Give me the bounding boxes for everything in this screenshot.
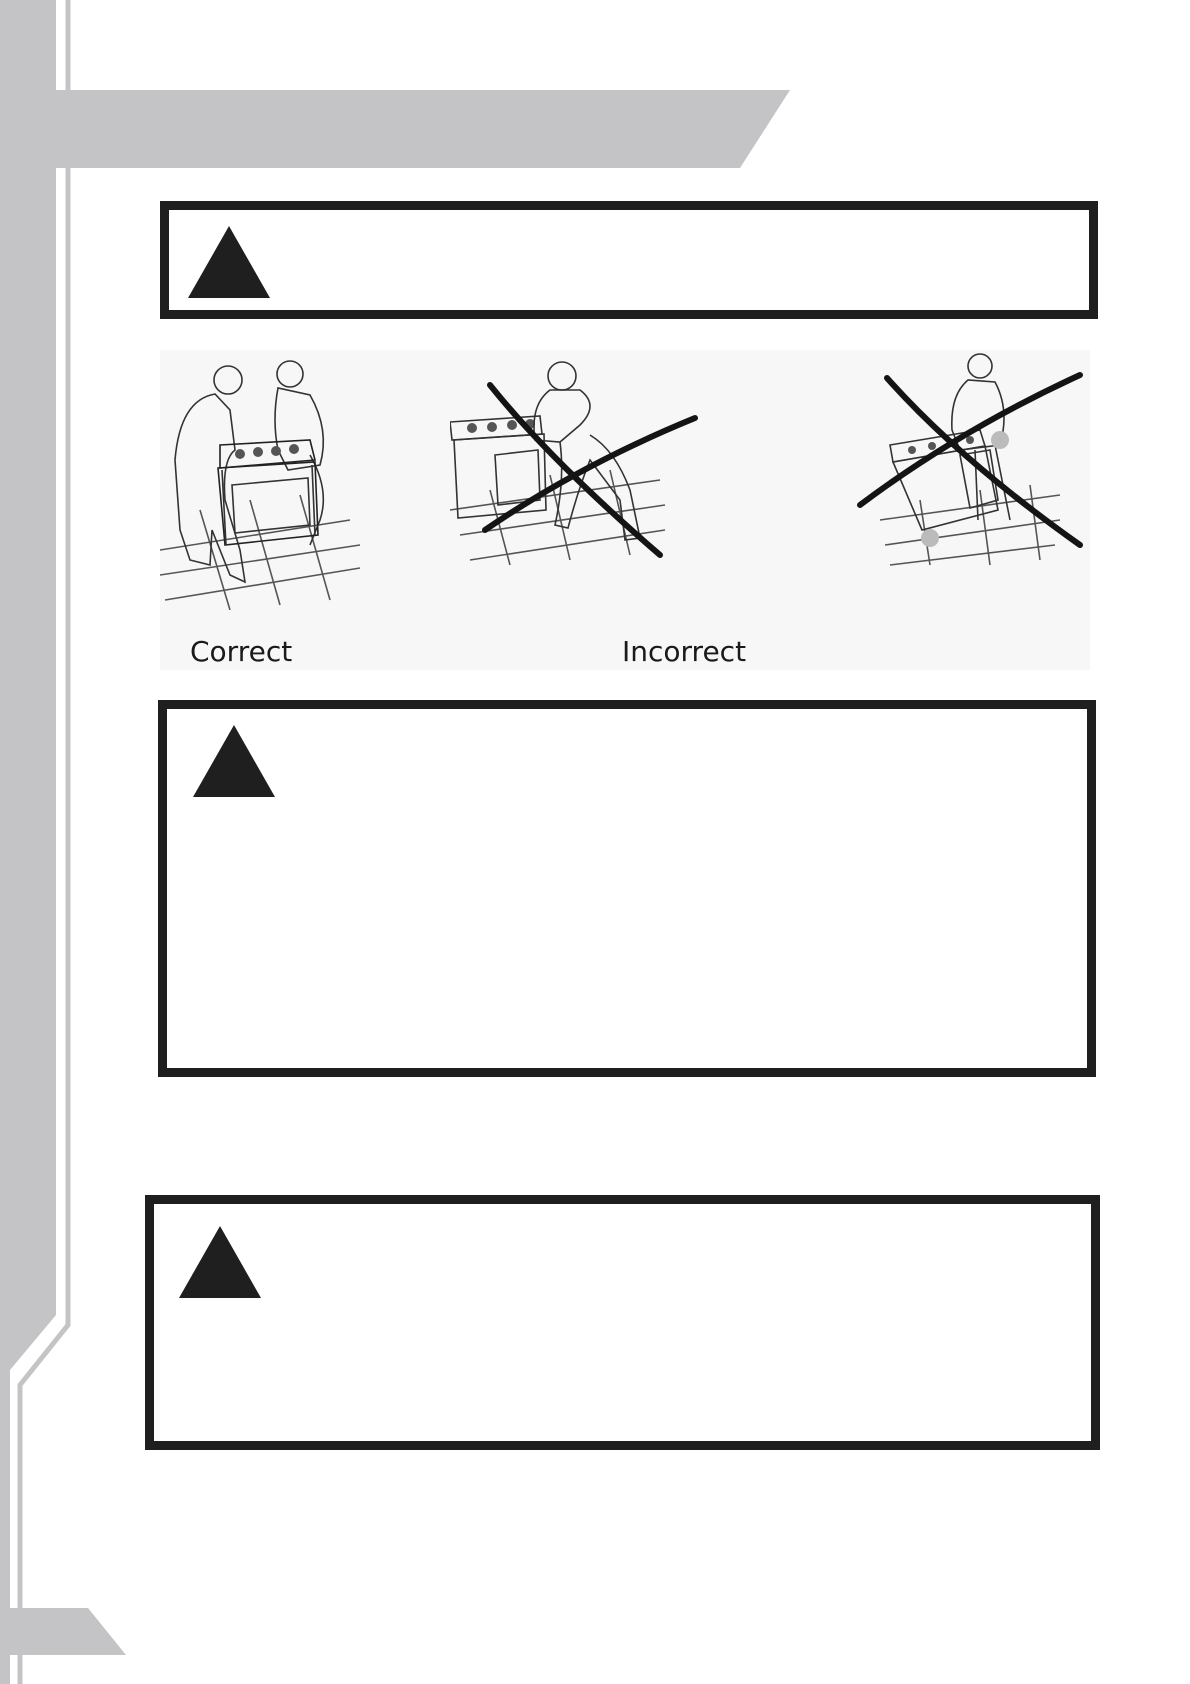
warning-box-3: [145, 1195, 1100, 1450]
warning-box-1: [160, 201, 1098, 319]
header-band: [0, 90, 790, 168]
illustration-panel: [160, 350, 1090, 670]
cross-mark-1b: [485, 418, 695, 530]
left-sidebar-bar: [0, 0, 56, 1684]
warning-triangle-icon: [191, 723, 277, 799]
bottom-tab: [0, 1608, 126, 1655]
incorrect-cross-marks: [160, 350, 1090, 610]
warning-triangle-icon: [177, 1224, 263, 1300]
cross-mark-2a: [887, 378, 1080, 545]
warning-box-2: [158, 700, 1096, 1077]
caption-incorrect: Incorrect: [622, 635, 747, 668]
cross-mark-1a: [490, 385, 660, 555]
cross-mark-2b: [860, 375, 1080, 505]
caption-correct: Correct: [190, 635, 293, 668]
warning-triangle-icon: [186, 224, 272, 300]
